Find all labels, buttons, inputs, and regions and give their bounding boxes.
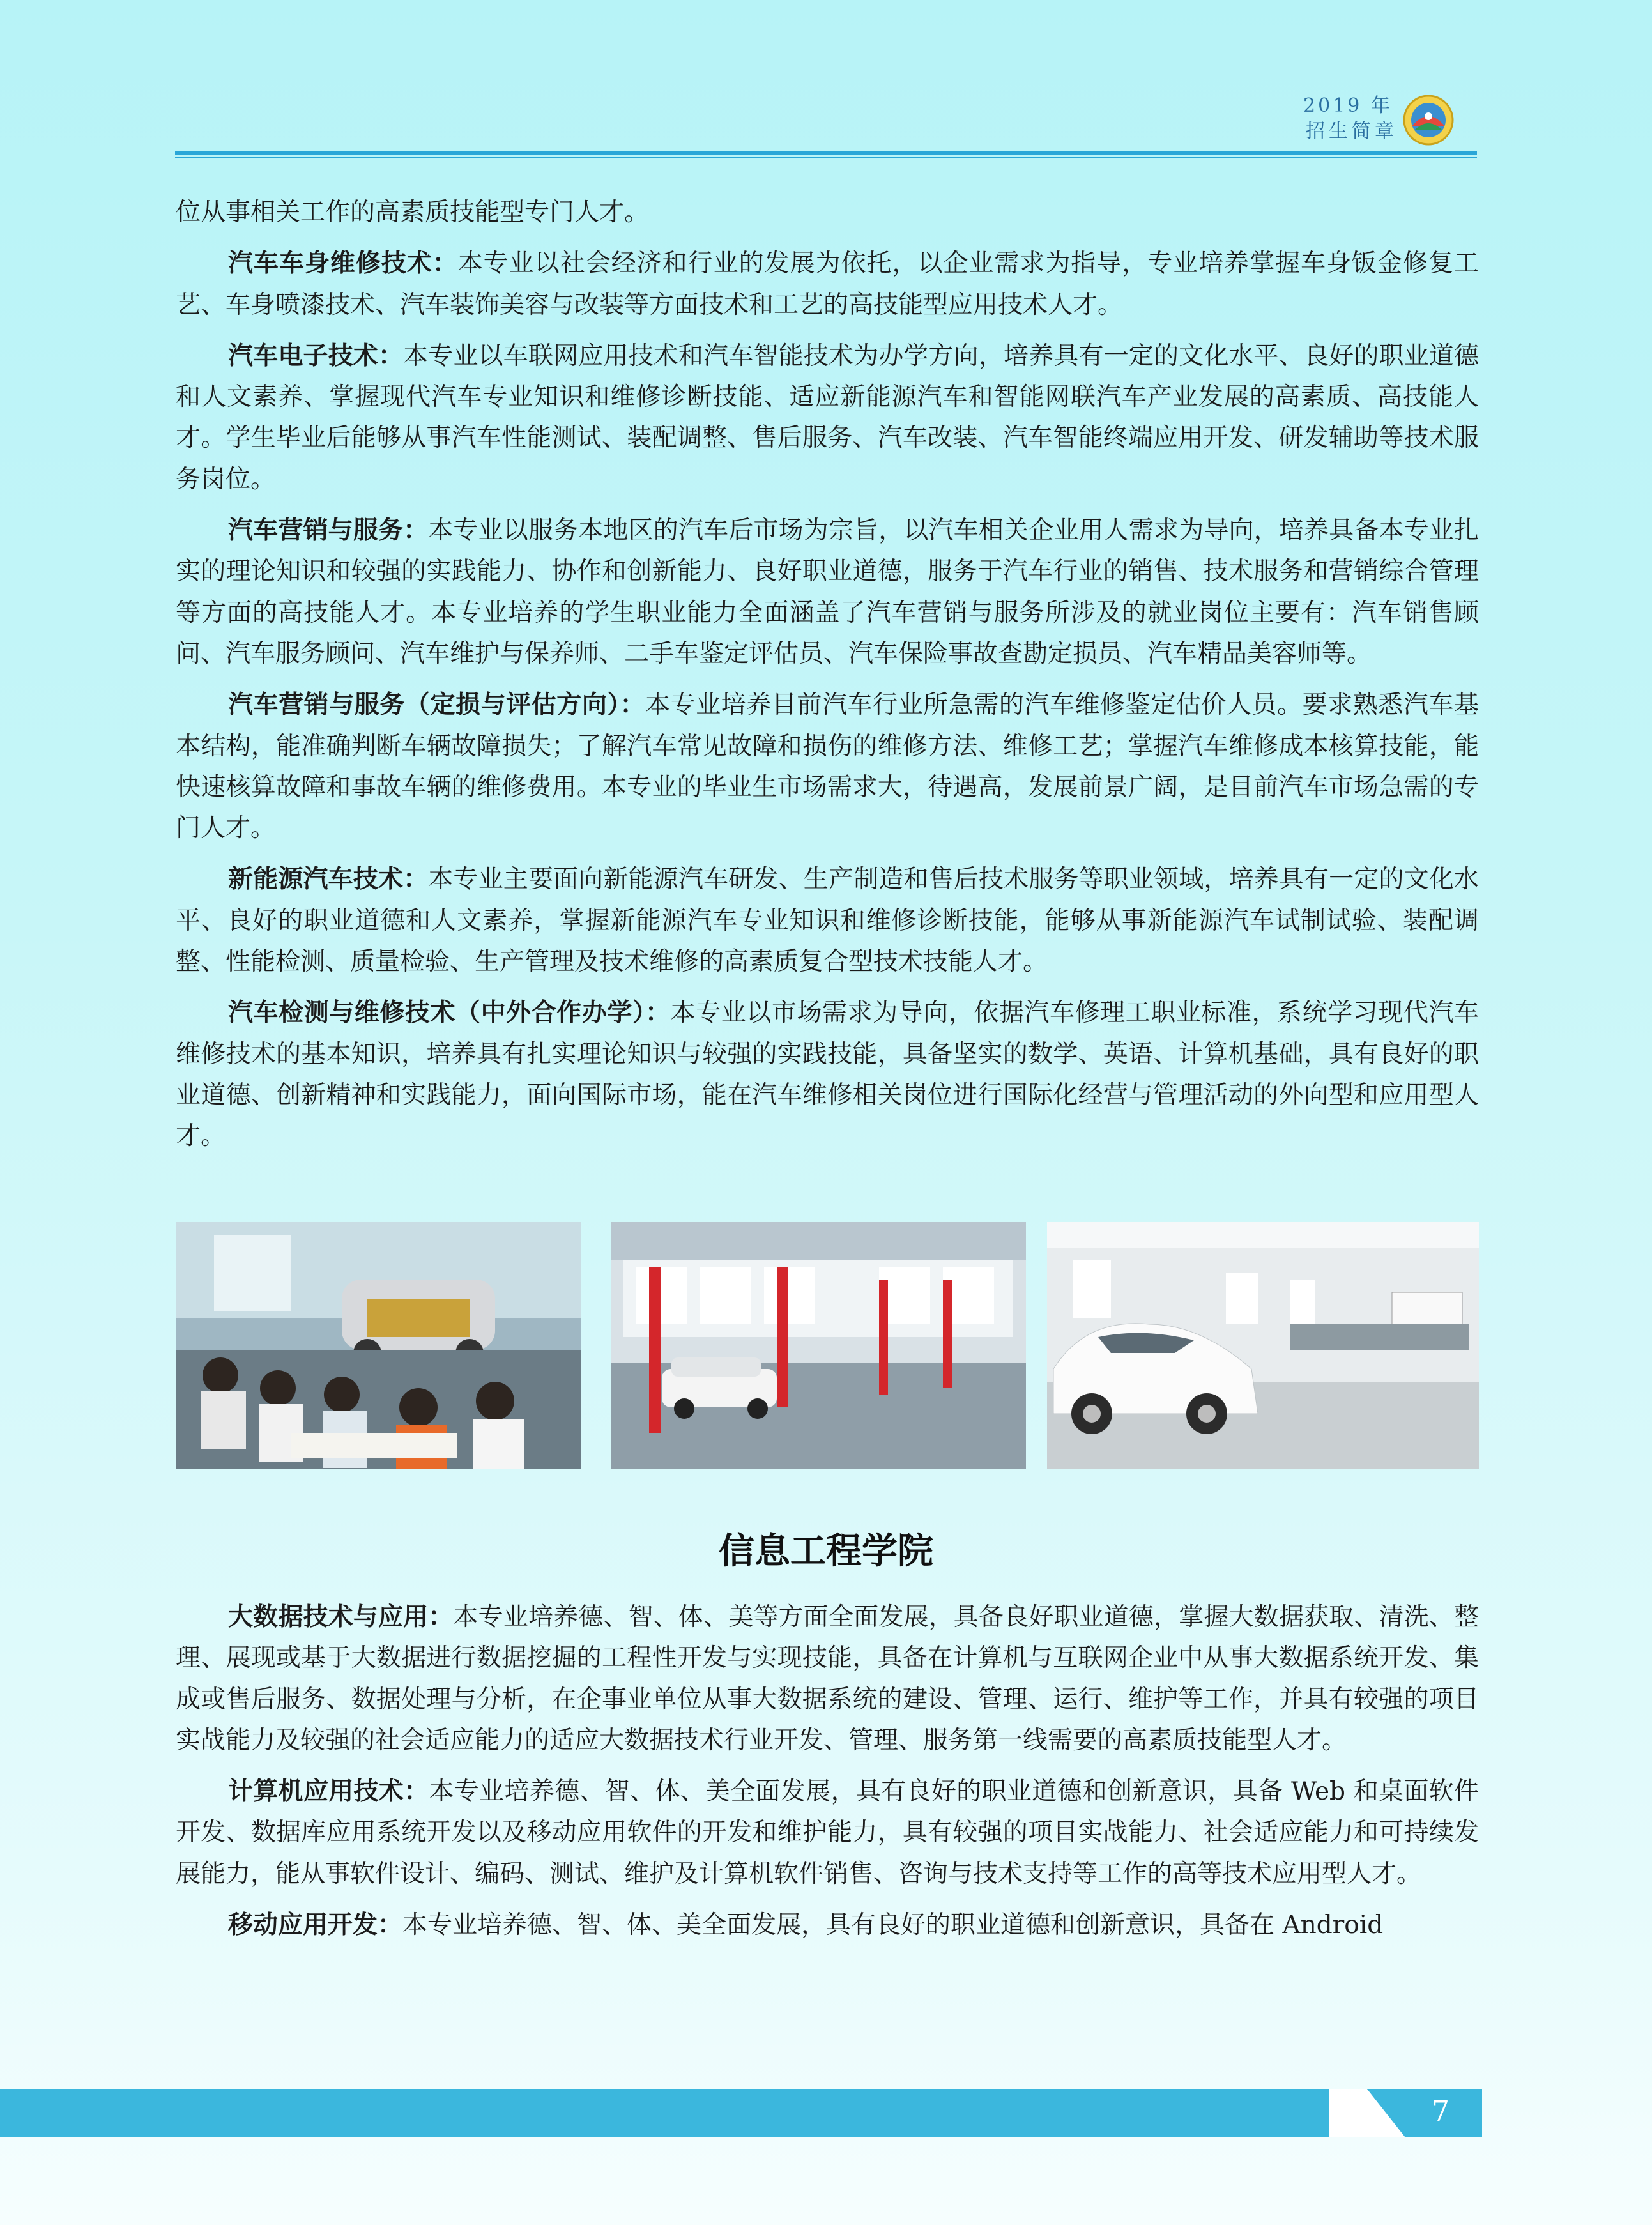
paragraph-text: 本专业以车联网应用技术和汽车智能技术为办学方向，培养具有一定的文化水平、良好的职业道德和人文素养、掌握现代汽车专业知识和维修诊断技能、适应新能源汽车和智能网联汽车产业发展的高素质、高技能人才。学生毕业后能够从事汽车性能测试、装配调整、售后服务、汽车改装、汽车智能终端应用开发、研发辅助等技术服务岗位。 — [176, 341, 1479, 494]
paragraph-text: 本专业培养德、智、体、美全面发展，具有良好的职业道德和创新意识，具备在 Android — [402, 1911, 1384, 1940]
footer-bar — [0, 2089, 1481, 2137]
major-title: 汽车电子技术： — [228, 341, 404, 371]
paragraph-text: 本专业以社会经济和行业的发展为依托，以企业需求为指导，专业培养掌握车身钣金修复工艺、车身喷漆技术、汽车装饰美容与改装等方面技术和工艺的高技能型应用技术人才。 — [176, 249, 1479, 319]
paragraph — [176, 243, 1479, 326]
paragraph — [176, 1905, 1479, 1946]
page-number: 7 — [1432, 2095, 1449, 2128]
photo-strip — [176, 1222, 1479, 1469]
paragraph — [176, 336, 1479, 500]
major-title: 汽车营销与服务（定损与评估方向）： — [228, 691, 646, 720]
paragraph-text: 本专业以服务本地区的汽车后市场为宗旨，以汽车相关企业用人需求为导向，培养具备本专业扎实的理论知识和较强的实践能力、协作和创新能力、良好职业道德，服务于汽车行业的销售、技术服务和营销综合管理等方面的高技能人才。本专业培养的学生职业能力全面涵盖了汽车营销与服务所涉及的就业岗位主要有：汽车销售顾问、汽车服务顾问、汽车维护与保养师、二手车鉴定评估员、汽车保险事故查勘定损员、汽车精品美容师等。 — [176, 516, 1479, 668]
college-emblem-icon — [1403, 95, 1454, 146]
paragraph-text: 本专业培养目前汽车行业所急需的汽车维修鉴定估价人员。要求熟悉汽车基本结构，能准确判断车辆故障损失；了解汽车常见故障和损伤的维修方法、维修工艺；掌握汽车维修成本核算技能，能快速核算故障和事故车辆的维修费用。本专业的毕业生市场需求大，待遇高，发展前景广阔，是目前汽车市场急需的专门人才。 — [176, 691, 1479, 843]
header-rule-thin — [175, 157, 1477, 158]
major-title: 移动应用开发： — [228, 1911, 403, 1940]
major-title: 计算机应用技术： — [228, 1777, 429, 1807]
paragraph — [176, 685, 1479, 849]
major-title: 大数据技术与应用： — [228, 1603, 454, 1632]
photo-vehicle-lift-workshop — [611, 1222, 1026, 1469]
body-text-bottom — [176, 1597, 1479, 1946]
header-year: 2019 年 — [1303, 95, 1393, 117]
photo-students-classroom — [176, 1222, 581, 1469]
major-title: 新能源汽车技术： — [228, 865, 429, 894]
section-title: 信息工程学院 — [719, 1531, 933, 1572]
paragraph — [176, 993, 1479, 1157]
header-rule — [175, 151, 1477, 155]
major-title: 汽车检测与维修技术（中外合作办学）： — [228, 998, 671, 1028]
paragraph — [176, 192, 1479, 233]
paragraph-text: 位从事相关工作的高素质技能型专门人才。 — [176, 198, 650, 227]
paragraph-text: 本专业培养德、智、体、美全面发展，具有良好的职业道德和创新意识，具备 Web 和桌面软件开发、数据库应用系统开发以及移动应用软件的开发和维护能力，具有较强的项目实战能力、社会适应能力和可持续发展能力，能从事软件设计、编码、测试、维护及计算机软件销售、咨询与技术支持等工作的高等技术应用型人才。 — [176, 1777, 1479, 1888]
major-title: 汽车车身维修技术： — [228, 249, 458, 279]
photo-car-lab-room — [1047, 1222, 1479, 1469]
paragraph — [176, 510, 1479, 675]
paragraph-text: 本专业主要面向新能源汽车研发、生产制造和售后技术服务等职业领域，培养具有一定的文化水平、良好的职业道德和人文素养，掌握新能源汽车专业知识和维修诊断技能，能够从事新能源汽车试制试验、装配调整、性能检测、质量检验、生产管理及技术维修的高素质复合型技术技能人才。 — [176, 865, 1479, 977]
paragraph — [176, 859, 1479, 983]
paragraph — [176, 1771, 1479, 1895]
major-title: 汽车营销与服务： — [228, 516, 429, 546]
body-text-top — [176, 192, 1479, 1158]
paragraph — [176, 1597, 1479, 1761]
paragraph-text: 本专业以市场需求为导向，依据汽车修理工职业标准，系统学习现代汽车维修技术的基本知识，培养具有扎实理论知识与较强的实践技能，具备坚实的数学、英语、计算机基础，具有良好的职业道德、创新精神和实践能力，面向国际市场，能在汽车维修相关岗位进行国际化经营与管理活动的外向型和应用型人才。 — [176, 998, 1479, 1151]
paragraph-text: 本专业培养德、智、体、美等方面全面发展，具备良好职业道德，掌握大数据获取、清洗、整理、展现或基于大数据进行数据挖掘的工程性开发与实现技能，具备在计算机与互联网企业中从事大数据系统开发、集成或售后服务、数据处理与分析，在企事业单位从事大数据系统的建设、管理、运行、维护等工作，并具有较强的项目实战能力及较强的社会适应能力的适应大数据技术行业开发、管理、服务第一线需要的高素质技能型人才。 — [176, 1603, 1479, 1755]
header-title: 招生简章 — [1306, 120, 1398, 142]
